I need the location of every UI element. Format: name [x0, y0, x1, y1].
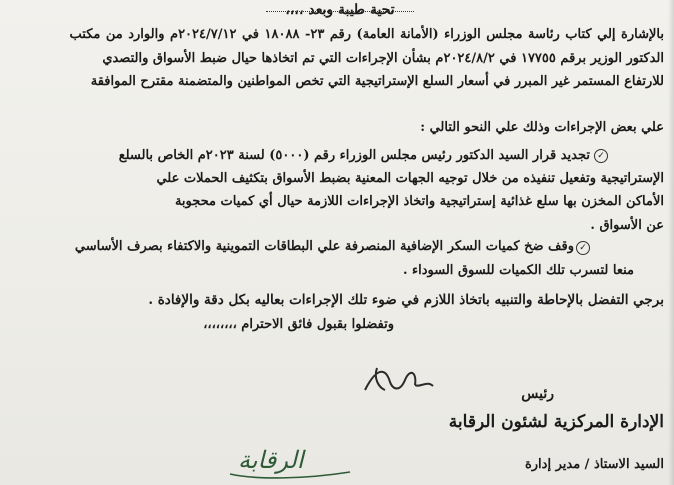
- handwritten-underline-stroke: [226, 446, 356, 482]
- paragraph-line-3: للارتفاع المستمر غير المبرر في أسعار السلع الإستراتيجية التي تخص المواطنين والمتضمنة مقترح الموافقة: [90, 74, 664, 89]
- paragraph-line-1: بالإشارة إلي كتاب رئاسة مجلس الوزراء (الأمانة العامة) رقم ٢٣- ١٨٠٨٨ في ٢٠٢٤/٧/١٢م والوارد من مكتب: [69, 27, 664, 42]
- checkmark-bullet-icon: ✓: [576, 241, 590, 255]
- item1-line-3: الأماكن المخزن بها سلع غذائية إستراتيجية واتخاذ الإجراءات اللازمة حيال أي كميات محجوبة: [174, 194, 664, 209]
- handwritten-signature: [355, 360, 445, 405]
- request-line: برجي التفضل بالإحاطة والتنبيه باتخاذ اللازم في ضوء تلك الإجراءات بعاليه بكل دقة والإفادة .: [148, 292, 664, 308]
- item2-line-1: وقف ضخ كميات السكر الإضافية المنصرفة علي البطاقات التموينية والاكتفاء بصرف الأساسي: [74, 239, 574, 254]
- checkmark-bullet-icon: ✓: [594, 149, 608, 163]
- addressee-label: السيد الاستاذ / مدير إدارة: [524, 457, 664, 472]
- paragraph-line-4: علي بعض الإجراءات وذلك علي النحو التالي :: [420, 120, 664, 135]
- item2-line-2: منعا لتسرب تلك الكميات للسوق السوداء .: [402, 263, 634, 278]
- item1-line-2: الإستراتيجية وتفعيل تنفيذه من خلال توجيه الجهات المعنية بضبط الأسواق بتكثيف الحملات علي: [156, 171, 664, 186]
- signature-title: رئيس: [521, 386, 554, 402]
- item1-line-4: عن الأسواق .: [590, 218, 664, 233]
- page-edge-shadow: [668, 0, 674, 485]
- greeting-underline: [266, 11, 414, 12]
- addressee-handwritten: الرقابة: [238, 446, 304, 474]
- item1-line-1: تجديد قرار السيد الدكتور رئيس مجلس الوزراء رقم (٥٠٠٠) لسنة ٢٠٢٣م الخاص بالسلع: [118, 148, 590, 163]
- signature-organization: الإدارة المركزية لشئون الرقابة: [448, 412, 664, 432]
- greeting: تحية طيبة وبعد ،،،،: [285, 2, 395, 18]
- paragraph-line-2: الدكتور الوزير برقم ١٧٧٥٥ في ٢٠٢٤/٨/٢م بشأن الإجراءات التي تم اتخاذها حيال ضبط الأسواق والتصدي: [102, 51, 664, 66]
- closing-line: وتفضلوا بقبول فائق الاحترام ،،،،،،،،: [203, 317, 394, 332]
